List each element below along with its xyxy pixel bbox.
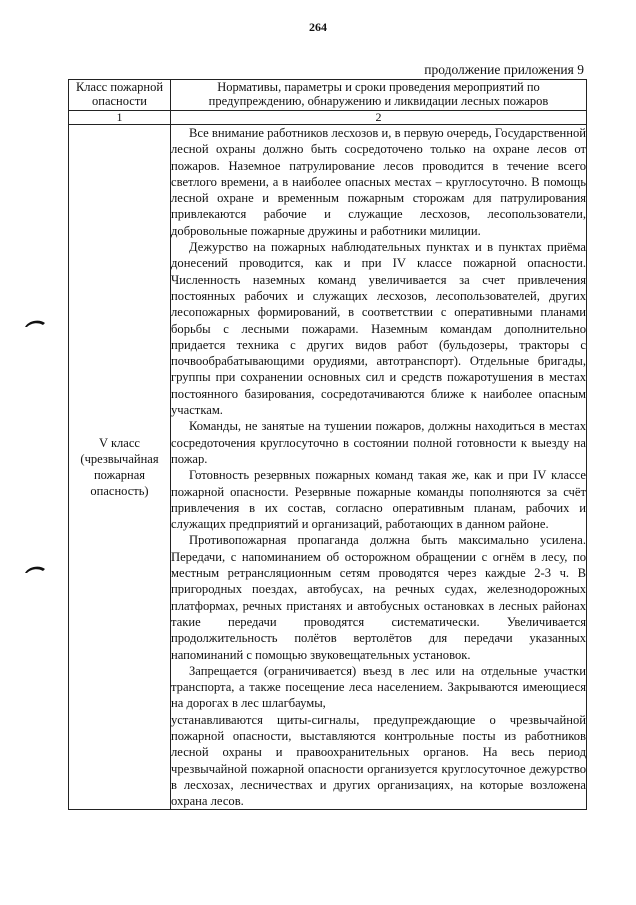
header-measures: Нормативы, параметры и сроки проведения мероприятий по предупреждению, обнаружению и ликвидации лесных пожаров xyxy=(171,80,587,111)
binder-hole-mark-top xyxy=(24,318,46,328)
fire-class-cell xyxy=(69,125,171,810)
paragraph-propaganda: Противопожарная пропаганда должна быть максимально усилена. Передачи, с напоминанием об осторожном обращении с огнём в лесу, по местным ретрансляционным сетям проводятся через каждые 2-3 ч. В пригородных поездах, автобусах, на речных судах, железнодорожных платформах, речных пристанях и автобусных остановках в лесных районах такие передачи проводятся систематически. Увеличивается продолжительность полётов вертолётов для передачи указанных напоминаний с помощью звуковещательных установок. xyxy=(171,533,586,662)
continuation-label: продолжение приложения 9 xyxy=(424,62,584,77)
header-fire-class: Класс пожарной опасности xyxy=(69,80,171,111)
table-row xyxy=(69,125,587,810)
column-number-1: 1 xyxy=(69,111,171,125)
paragraph-patrol: Все внимание работников лесхозов и, в первую очередь, Государственной лесной охраны должно быть сосредоточено только на охране лесов от пожаров. Наземное патрулирование лесов проводится в течение всего светлого времени, а в наиболее опасных местах – круглосуточно. В помощь лесной охране и временным пожарным сторожам для патрулирования привлекаются рабочие и служащие лесхозов, лесопользователи, добровольные пожарные дружины и работники милиции. xyxy=(171,126,586,238)
paragraph-reserve: Готовность резервных пожарных команд такая же, как и при IV классе пожарной опасности. Резервные пожарные команды пополняются за счёт привлечения в их состав, согласно оперативным планам, рабочих и служащих предприятий и организаций, работающих в данном районе. xyxy=(171,468,586,532)
column-number-2: 2 xyxy=(171,111,587,125)
paragraph-signals: устанавливаются щиты-сигналы, предупреждающие о чрезвычайной пожарной опасности, выставляются контрольные посты из работников лесной охраны и правоохранительных органов. На весь период чрезвычайной пожарной опасности организуется круглосуточное дежурство в лесхозах, лесничествах и других организациях, на которые возложена охрана лесов. xyxy=(171,712,586,809)
paragraph-duty: Дежурство на пожарных наблюдательных пунктах и в пунктах приёма донесений проводится, как и при IV классе пожарной опасности. Численность наземных команд увеличивается за счет привлечения постоянных рабочих и служащих лесхозов, лесопользователей, других лесопожарных формирований, в соответствии с оперативными планами борьбы с лесными пожарами. Наземным командам дополнительно придается техника с других видов работ (бульдозеры, тракторы с почвообрабатывающими орудиями, автотранспорт). Отдельные бригады, группы при сохранении основных сил и средств пожаротушения в местах постоянного базирования, сосредотачиваются ближе к наиболее опасным участкам. xyxy=(171,240,586,418)
fire-class-label: V класс (чрезвычайная пожарная опасность) xyxy=(80,436,159,499)
binder-hole-mark-bottom xyxy=(24,564,46,574)
table-header-row xyxy=(69,80,587,111)
measures-cell xyxy=(171,125,587,810)
paragraph-teams: Команды, не занятые на тушении пожаров, должны находиться в местах сосредоточения круглосуточно в состоянии полной готовности к выезду на пожар. xyxy=(171,419,586,466)
page-number: 264 xyxy=(309,20,327,34)
column-number-row xyxy=(69,111,587,125)
fire-danger-table xyxy=(68,79,587,810)
paragraph-restrictions: Запрещается (ограничивается) въезд в лес или на отдельные участки транспорта, а также посещение леса населением. Закрываются имеющиеся на дорогах в лес шлагбаумы, xyxy=(171,663,586,711)
